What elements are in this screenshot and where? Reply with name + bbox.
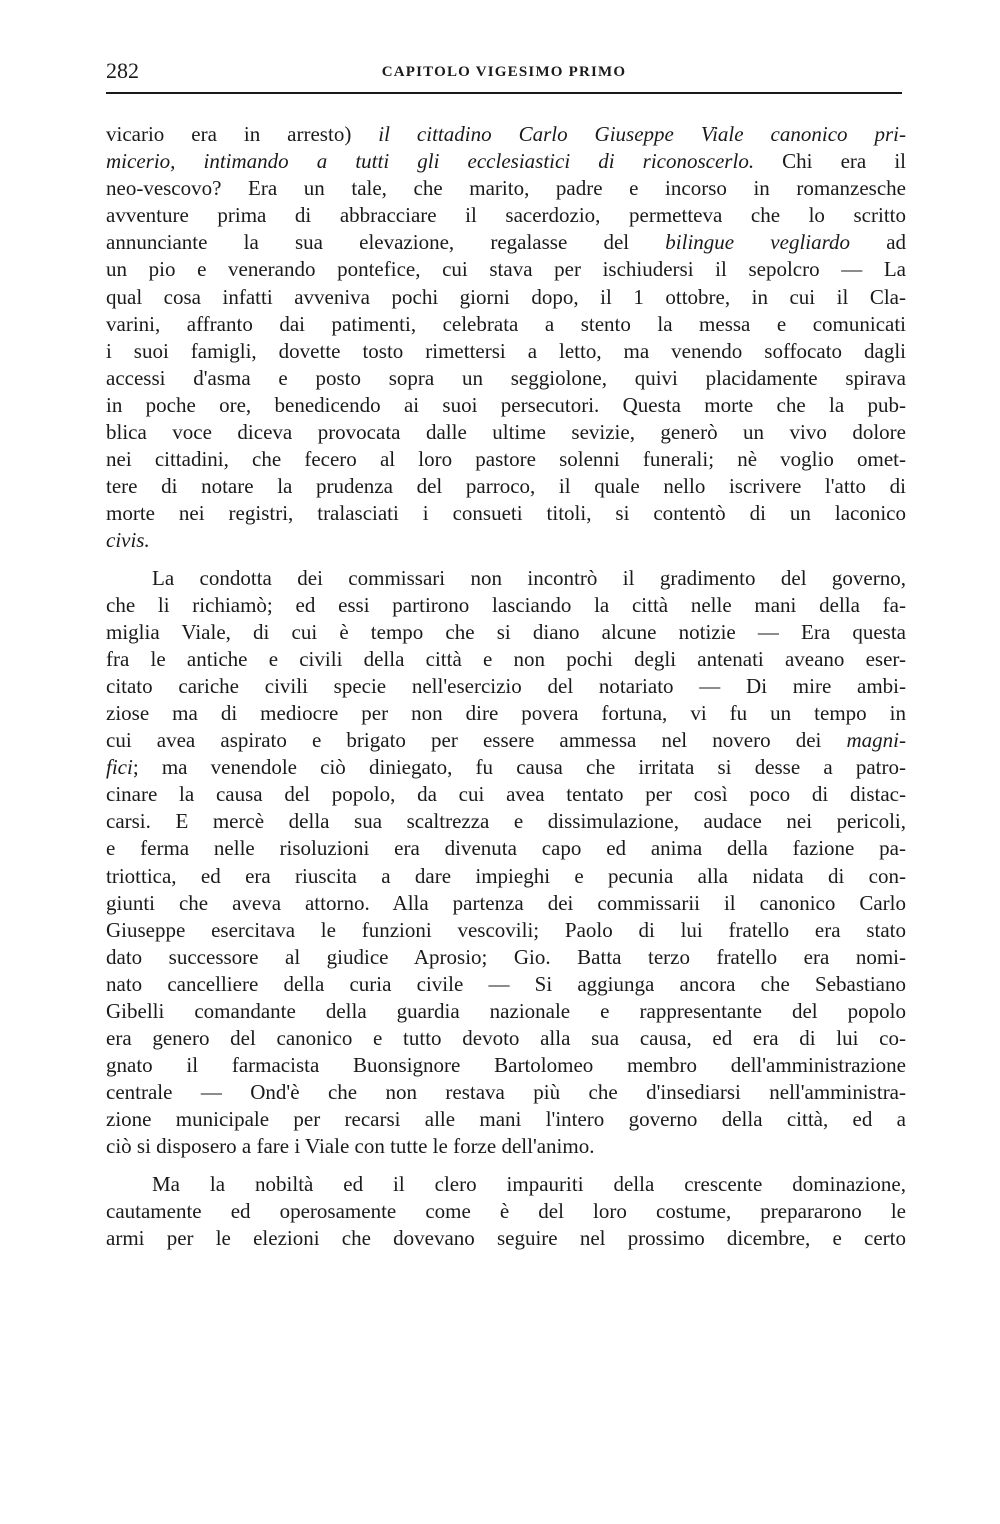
text-run: e ferma nelle risoluzioni era divenuta capo ed anima della fazione pa- [106,836,906,861]
text-line [106,1106,906,1133]
text-line [106,835,906,862]
paragraph [106,565,906,1161]
text-line [106,565,906,592]
text-run: citato cariche civili specie nell'esercizio del notariato — Di mire ambi- [106,673,906,698]
text-line [106,700,906,727]
italic-text: civis. [106,528,150,553]
text-run: triottica, ed era riuscita a dare impieghi e pecunia alla nidata di con- [106,863,906,888]
page-header [106,56,902,90]
text-run: qual cosa infatti avveniva pochi giorni dopo, il 1 ottobre, in cui il Cla- [106,284,906,309]
text-run: annunciante la sua elevazione, regalasse del [106,230,666,255]
text-run: ziose ma di mediocre per non dire povera fortuna, vi fu un tempo in [106,700,906,725]
page-number: 282 [106,58,139,83]
italic-text: magni- [846,728,906,753]
text-line [106,338,906,365]
text-line [106,1133,906,1160]
text-run: morte nei registri, tralasciati i consueti titoli, si contentò di un laconico [106,501,906,526]
text-line [106,1052,906,1079]
text-line [106,917,906,944]
text-line [106,754,906,781]
text-line [106,619,906,646]
text-run: Chi era il [754,149,906,174]
paragraph [106,121,906,555]
text-line [106,500,906,527]
text-run: Ma la nobiltà ed il clero impauriti della crescente dominazione, [152,1171,906,1196]
text-line [106,148,906,175]
text-run: giunti che aveva attorno. Alla partenza dei commissarii il canonico Carlo [106,890,906,915]
text-line [106,944,906,971]
text-run: ; ma venendole ciò diniegato, fu causa che irritata si desse a patro- [132,755,906,780]
running-head: CAPITOLO VIGESIMO PRIMO [381,64,627,80]
text-line [106,256,906,283]
text-run: La condotta dei commissari non incontrò il gradimento del governo, [152,565,906,590]
text-line [106,527,906,554]
text-line [106,284,906,311]
text-run: nato cancelliere della curia civile — Si aggiunga ancora che Sebastiano [106,971,906,996]
text-run: in poche ore, benedicendo ai suoi persecutori. Questa morte che la pub- [106,392,906,417]
text-run: centrale — Ond'è che non restava più che d'insediarsi nell'amministra- [106,1080,906,1105]
text-run: cinare la causa del popolo, da cui avea tentato per così poco di distac- [106,782,906,807]
text-line [106,646,906,673]
text-line [106,998,906,1025]
text-line [106,446,906,473]
text-run: carsi. E mercè della sua scaltrezza e dissimulazione, audace nei pericoli, [106,809,906,834]
text-run: nei cittadini, che fecero al loro pastore solenni funerali; nè voglio omet- [106,447,906,472]
text-run: armi per le elezioni che dovevano seguire nel prossimo dicembre, e certo [106,1225,906,1250]
text-run: cautamente ed operosamente come è del loro costume, prepararono le [106,1198,906,1223]
text-run: avventure prima di abbracciare il sacerdozio, permetteva che lo scritto [106,203,906,228]
text-run: ad [850,230,907,255]
text-line [106,1025,906,1052]
italic-text: il cittadino Carlo Giuseppe Viale canonico pri- [378,122,907,146]
text-run: i suoi famigli, dovette tosto rimettersi a letto, ma venendo soffocato dagli [106,338,906,363]
text-run: tere di notare la prudenza del parroco, il quale nello iscrivere l'atto di [106,474,906,499]
text-line [106,365,906,392]
text-line [106,1079,906,1106]
text-line [106,175,906,202]
text-run: miglia Viale, di cui è tempo che si diano alcune notizie — Era questa [106,619,906,644]
text-run: che li richiamò; ed essi partirono lasciando la città nelle mani della fa- [106,592,906,617]
italic-text: micerio, intimando a tutti gli ecclesiastici di riconoscerlo. [106,149,755,174]
text-line [106,1198,906,1225]
text-line [106,727,906,754]
text-line [106,229,906,256]
text-run: blica voce diceva provocata dalle ultime sevizie, generò un vivo dolore [106,420,906,445]
text-run: fra le antiche e civili della città e non pochi degli antenati aveano eser- [106,646,906,671]
italic-text: bilingue vegliardo [665,230,851,255]
text-run: accessi d'asma e posto sopra un seggiolone, quivi placidamente spirava [106,365,906,390]
text-line [106,1171,906,1198]
text-line [106,808,906,835]
text-run: vicario era in arresto) [106,122,379,146]
text-line [106,311,906,338]
text-line [106,971,906,998]
text-line [106,890,906,917]
header-rule [106,92,902,94]
text-line [106,1225,906,1252]
paragraph [106,1171,906,1252]
text-run: Giuseppe esercitava le funzioni vescovili; Paolo di lui fratello era stato [106,917,906,942]
text-run: Gibelli comandante della guardia nazionale e rappresentante del popolo [106,999,906,1023]
text-line [106,202,906,229]
italic-text: fici [106,755,133,780]
text-line [106,419,906,446]
text-run: neo-vescovo? Era un tale, che marito, padre e incorso in romanzesche [106,176,906,201]
text-run: un pio e venerando pontefice, cui stava per ischiudersi il sepolcro — La [106,257,906,282]
text-run: gnato il farmacista Buonsignore Bartolomeo membro dell'amministrazione [106,1053,906,1078]
text-run: cui avea aspirato e brigato per essere ammessa nel novero dei [106,728,847,753]
body-text [106,121,906,1252]
text-line [106,592,906,619]
text-run: varini, affranto dai patimenti, celebrata a stento la messa e comunicati [106,311,906,336]
text-line [106,673,906,700]
text-line [106,121,906,148]
text-run: zione municipale per recarsi alle mani l'intero governo della città, ed a [106,1107,906,1132]
text-line [106,392,906,419]
text-line [106,473,906,500]
text-line [106,863,906,890]
text-run: dato successore al giudice Aprosio; Gio. Batta terzo fratello era nomi- [106,944,906,969]
text-run: era genero del canonico e tutto devoto alla sua causa, ed era di lui co- [106,1026,906,1051]
text-run: ciò si disposero a fare i Viale con tutte le forze dell'animo. [106,1134,595,1159]
text-line [106,781,906,808]
